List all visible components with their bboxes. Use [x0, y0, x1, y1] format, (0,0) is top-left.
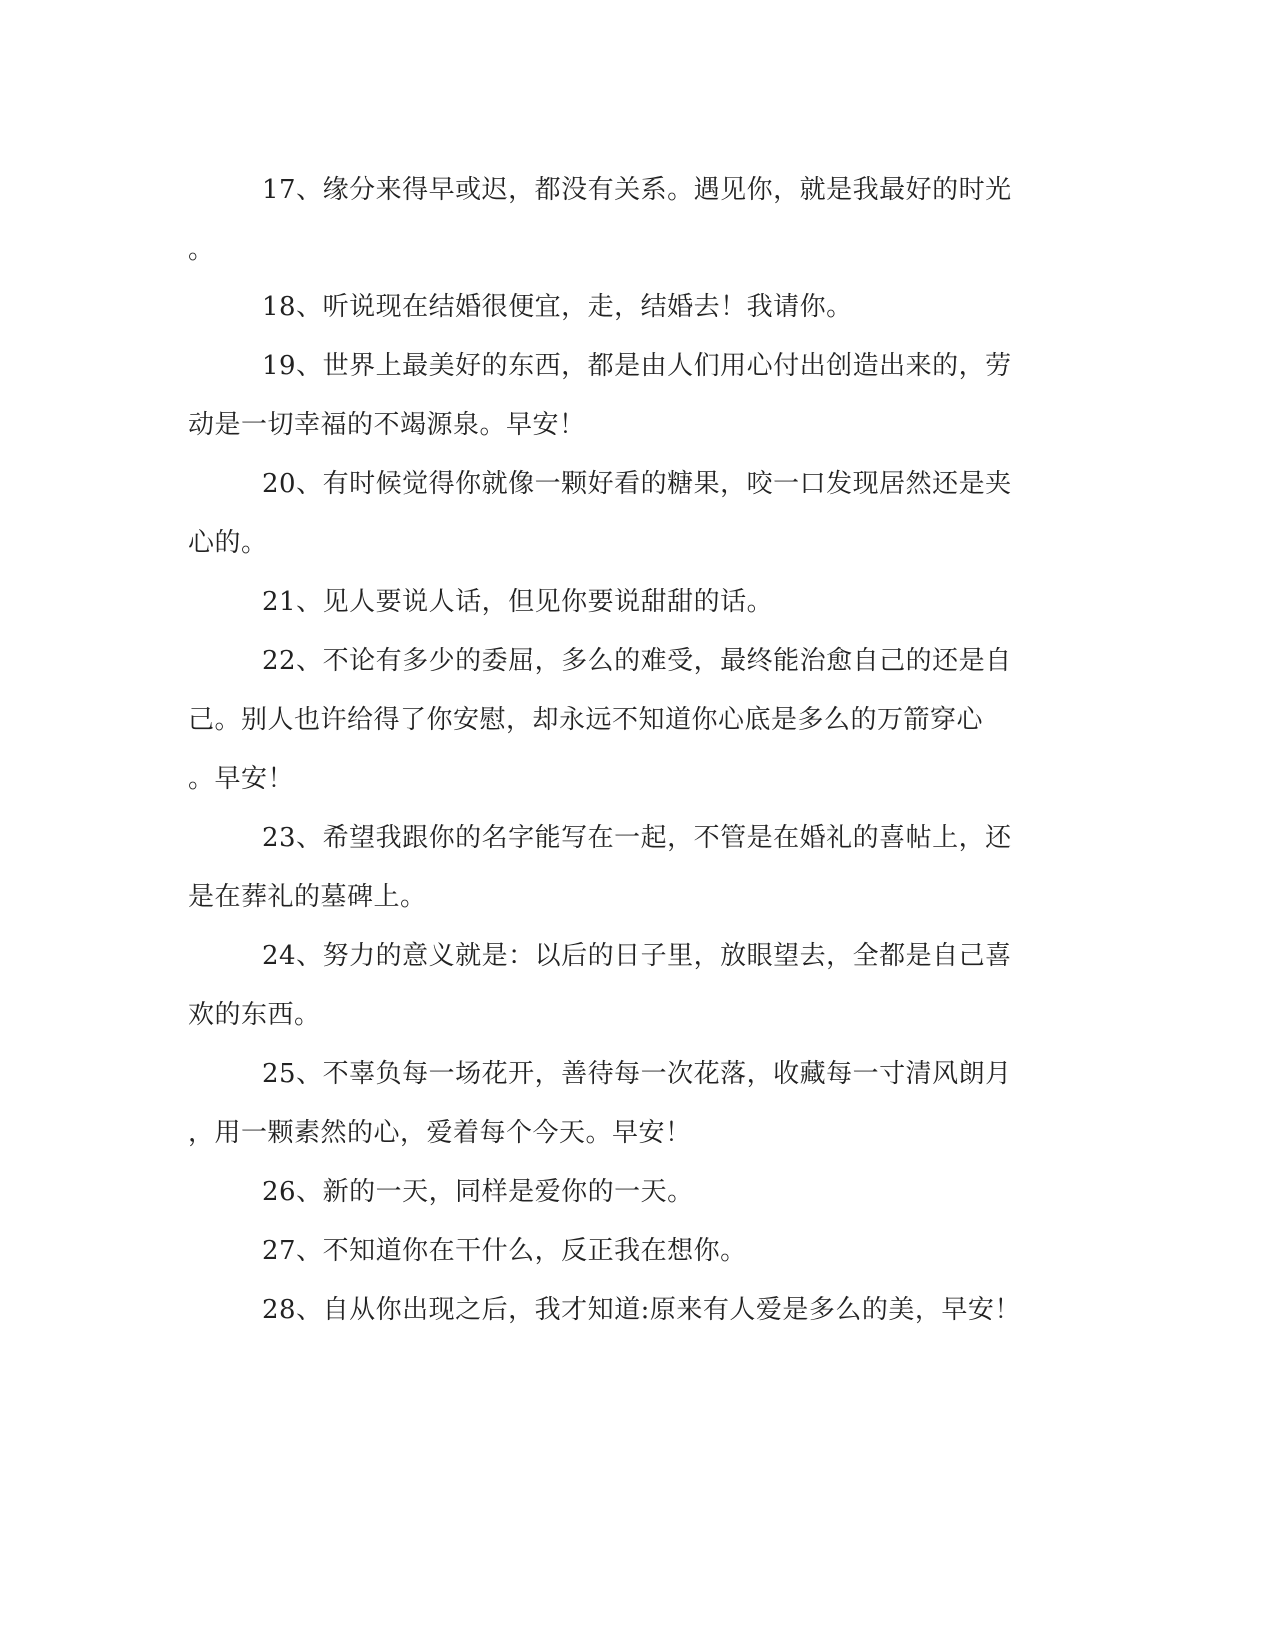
paragraph-19-line-2: 动是一切幸福的不竭源泉。早安！ — [188, 410, 586, 440]
text-line — [0, 523, 1275, 563]
paragraph-21-line-1: 21、见人要说人话，但见你要说甜甜的话。 — [262, 587, 774, 617]
paragraph-24-line-2: 欢的东西。 — [188, 1000, 321, 1030]
text-line — [0, 346, 1275, 386]
paragraph-20-line-2: 心的。 — [188, 528, 268, 558]
text-line — [0, 287, 1275, 327]
paragraph-17-line-1: 17、缘分来得早或迟，都没有关系。遇见你，就是我最好的时光 — [262, 175, 1012, 205]
text-line — [0, 1054, 1275, 1094]
paragraph-23-line-2: 是在葬礼的墓碑上。 — [188, 882, 427, 912]
paragraph-23-line-1: 23、希望我跟你的名字能写在一起，不管是在婚礼的喜帖上，还 — [262, 823, 1012, 853]
paragraph-19-line-1: 19、世界上最美好的东西，都是由人们用心付出创造出来的，劳 — [262, 351, 1012, 381]
paragraph-28-line-1: 28、自从你出现之后，我才知道:原来有人爱是多么的美，早安！ — [262, 1295, 1021, 1325]
text-line — [0, 582, 1275, 622]
paragraph-22-line-2: 己。别人也许给得了你安慰，却永远不知道你心底是多么的万箭穿心 — [188, 705, 984, 735]
text-line — [0, 641, 1275, 681]
text-line — [0, 1231, 1275, 1271]
paragraph-22-line-3: 。早安！ — [188, 764, 295, 794]
paragraph-20-line-1: 20、有时候觉得你就像一颗好看的糖果，咬一口发现居然还是夹 — [262, 469, 1012, 499]
paragraph-27-line-1: 27、不知道你在干什么，反正我在想你。 — [262, 1236, 747, 1266]
text-line — [0, 700, 1275, 740]
text-line — [0, 1113, 1275, 1153]
paragraph-22-line-1: 22、不论有多少的委屈，多么的难受，最终能治愈自己的还是自 — [262, 646, 1012, 676]
text-line — [0, 759, 1275, 799]
paragraph-18-line-1: 18、听说现在结婚很便宜，走，结婚去！我请你。 — [262, 292, 853, 322]
text-line — [0, 464, 1275, 504]
text-line — [0, 170, 1275, 210]
paragraph-25-line-2: ，用一颗素然的心，爱着每个今天。早安！ — [188, 1118, 692, 1148]
text-line — [0, 230, 1275, 270]
paragraph-17-line-2: 。 — [188, 235, 215, 265]
paragraph-26-line-1: 26、新的一天，同样是爱你的一天。 — [262, 1177, 694, 1207]
text-line — [0, 405, 1275, 445]
text-line — [0, 877, 1275, 917]
text-line — [0, 818, 1275, 858]
text-line — [0, 1290, 1275, 1330]
paragraph-25-line-1: 25、不辜负每一场花开，善待每一次花落，收藏每一寸清风朗月 — [262, 1059, 1012, 1089]
text-line — [0, 1172, 1275, 1212]
text-line — [0, 995, 1275, 1035]
text-line — [0, 936, 1275, 976]
paragraph-24-line-1: 24、努力的意义就是：以后的日子里，放眼望去，全都是自己喜 — [262, 941, 1012, 971]
